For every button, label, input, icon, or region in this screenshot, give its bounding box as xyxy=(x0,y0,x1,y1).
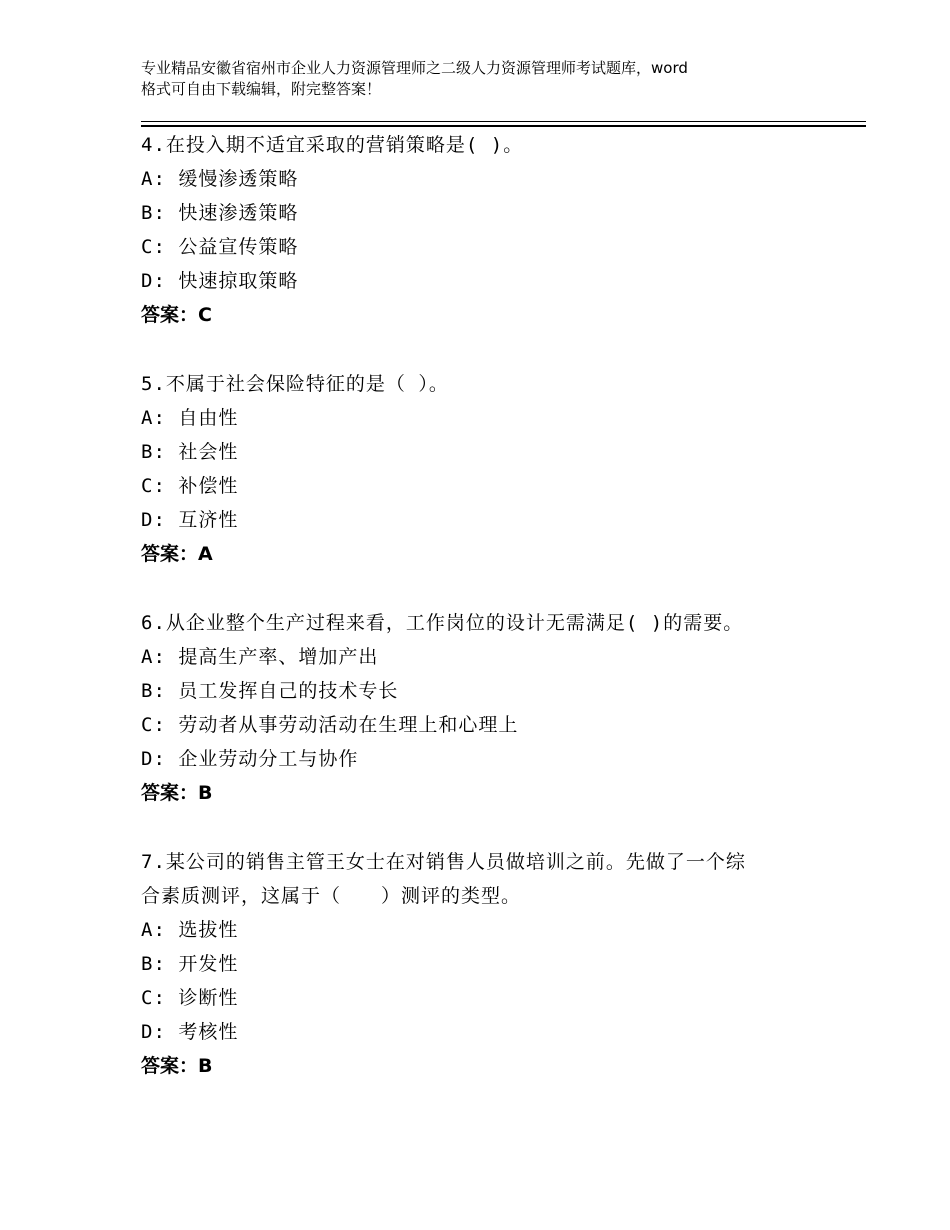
option-d: D: 考核性 xyxy=(141,1021,239,1043)
answer-label: 答案：C xyxy=(141,304,212,326)
option-b: B: 社会性 xyxy=(141,441,239,463)
question-stem: 4.在投入期不适宜采取的营销策略是( )。 xyxy=(141,134,524,156)
question-stem: 6.从企业整个生产过程来看，工作岗位的设计无需满足( )的需要。 xyxy=(141,612,744,634)
option-a: A: 选拔性 xyxy=(141,919,239,941)
option-a: A: 提高生产率、增加产出 xyxy=(141,646,379,668)
option-a: A: 自由性 xyxy=(141,407,239,429)
answer-label: 答案：B xyxy=(141,1055,213,1077)
header-line-2: 格式可自由下载编辑，附完整答案！ xyxy=(141,80,382,98)
question-5 xyxy=(141,367,861,571)
question-stem-line-2: 合素质测评，这属于（ ）测评的类型。 xyxy=(141,885,522,907)
option-d: D: 互济性 xyxy=(141,509,239,531)
question-stem-line-1: 7.某公司的销售主管王女士在对销售人员做培训之前。先做了一个综 xyxy=(141,851,746,873)
question-6 xyxy=(141,606,861,810)
option-c: C: 公益宣传策略 xyxy=(141,236,299,258)
option-c: C: 诊断性 xyxy=(141,987,239,1009)
answer-label: 答案：A xyxy=(141,543,213,565)
question-stem: 5.不属于社会保险特征的是（ ）。 xyxy=(141,373,449,395)
option-a: A: 缓慢渗透策略 xyxy=(141,168,299,190)
spacer xyxy=(141,810,861,845)
question-4 xyxy=(141,128,861,332)
header-line-1: 专业精品安徽省宿州市企业人力资源管理师之二级人力资源管理师考试题库，word xyxy=(141,59,688,77)
header-rule-thin xyxy=(141,121,866,122)
option-d: D: 快速掠取策略 xyxy=(141,270,299,292)
spacer xyxy=(141,332,861,367)
question-7 xyxy=(141,845,861,1083)
spacer xyxy=(141,571,861,606)
option-b: B: 开发性 xyxy=(141,953,239,975)
question-list xyxy=(141,128,861,1083)
answer-label: 答案：B xyxy=(141,782,213,804)
option-d: D: 企业劳动分工与协作 xyxy=(141,748,359,770)
option-c: C: 劳动者从事劳动活动在生理上和心理上 xyxy=(141,714,519,736)
option-b: B: 员工发挥自己的技术专长 xyxy=(141,680,399,702)
option-b: B: 快速渗透策略 xyxy=(141,202,299,224)
document-header xyxy=(141,58,841,100)
header-rule-thick xyxy=(141,125,866,127)
option-c: C: 补偿性 xyxy=(141,475,239,497)
